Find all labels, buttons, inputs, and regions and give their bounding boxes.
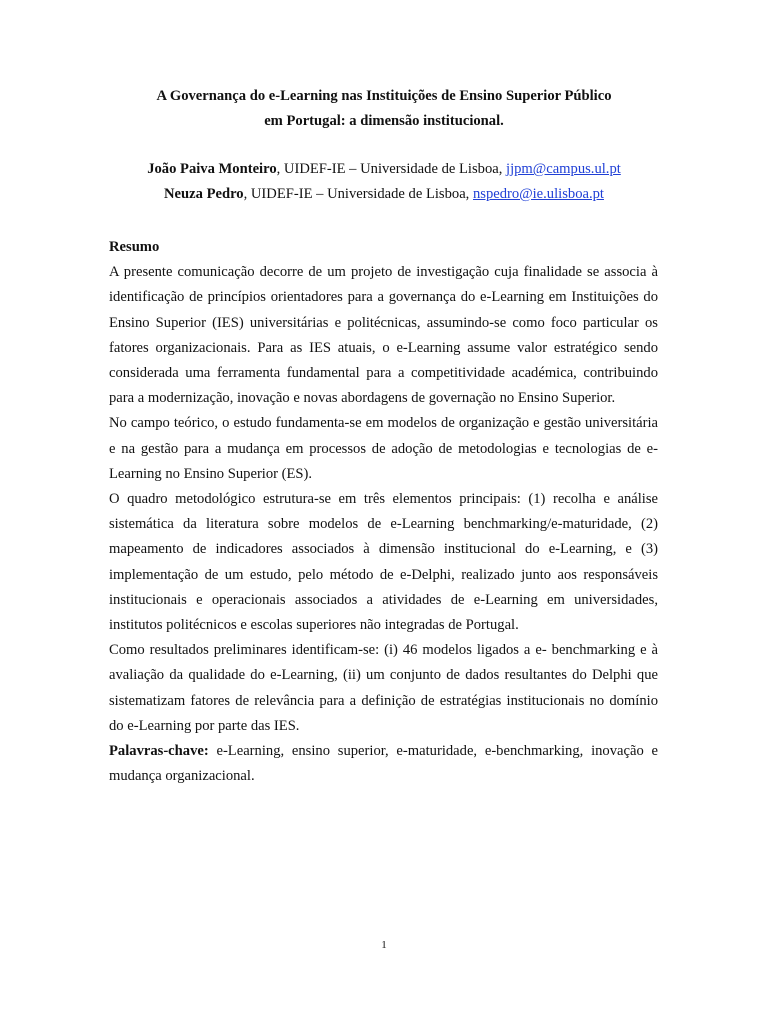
abstract-paragraph-3: O quadro metodológico estrutura-se em três elementos principais: (1) recolha e análise sistemática da literatura sobre modelos de e-Learning benchmarking/e-maturidade, (2) mapeamento de indicadores associados à dimensão institucional do e-Learning, e (3) implementação de um estudo, pelo método de e-Delphi, realizado junto aos responsáveis institucionais e operacionais associados a atividades de e-Learning em universidades, institutos politécnicos e escolas superiores não integradas de Portugal. bbox=[109, 491, 658, 634]
author-email-link[interactable]: jjpm@campus.ul.pt bbox=[506, 161, 621, 177]
author-affiliation: , UIDEF-IE – Universidade de Lisboa, bbox=[276, 161, 507, 177]
abstract-heading: Resumo bbox=[109, 239, 160, 255]
author-line-1 bbox=[0, 157, 768, 181]
author-email-link[interactable]: nspedro@ie.ulisboa.pt bbox=[472, 186, 604, 202]
paper-title-line-2: em Portugal: a dimensão institucional. bbox=[264, 113, 504, 129]
abstract-paragraph-4: Como resultados preliminares identificam-se: (i) 46 modelos ligados a e- benchmarking e à avaliação da qualidade do e-Learning, (ii) um conjunto de dados resultantes do Delphi que sistematizam fatores de relevância para a definição de estratégias institucionais no domínio do e-Learning por parte das IES. bbox=[109, 642, 658, 734]
abstract-paragraph-2: No campo teórico, o estudo fundamenta-se em modelos de organização e gestão universitária e na gestão para a mudança em processos de adoção de metodologias e tecnologias de e-Learning no Ensino Superior (ES). bbox=[109, 415, 658, 482]
abstract-section bbox=[109, 235, 658, 789]
keywords bbox=[109, 739, 658, 789]
keywords-label: Palavras-chave: bbox=[109, 743, 209, 760]
page-number: 1 bbox=[381, 939, 387, 951]
author-line-2 bbox=[0, 182, 768, 206]
author-affiliation: , UIDEF-IE – Universidade de Lisboa, bbox=[243, 186, 473, 202]
abstract-paragraph-1: A presente comunicação decorre de um projeto de investigação cuja finalidade se associa à identificação de princípios orientadores para a governança do e-Learning em Instituições do Ensino Superior (IES) universitárias e politécnicas, assumindo-se como foco particular os fatores organizacionais. Para as IES atuais, o e-Learning assume valor estratégico sendo considerada uma ferramenta fundamental para a competitividade académica, contribuindo para a modernização, inovação e novas abordagens de governação no Ensino Superior. bbox=[109, 264, 658, 407]
author-name: Neuza Pedro bbox=[164, 186, 244, 202]
author-name: João Paiva Monteiro bbox=[147, 161, 277, 177]
paper-title-line-1: A Governança do e-Learning nas Instituições de Ensino Superior Público bbox=[156, 88, 612, 104]
keywords-text: e-Learning, ensino superior, e-maturidade, e-benchmarking, inovação e mudança organizacional. bbox=[109, 743, 658, 785]
